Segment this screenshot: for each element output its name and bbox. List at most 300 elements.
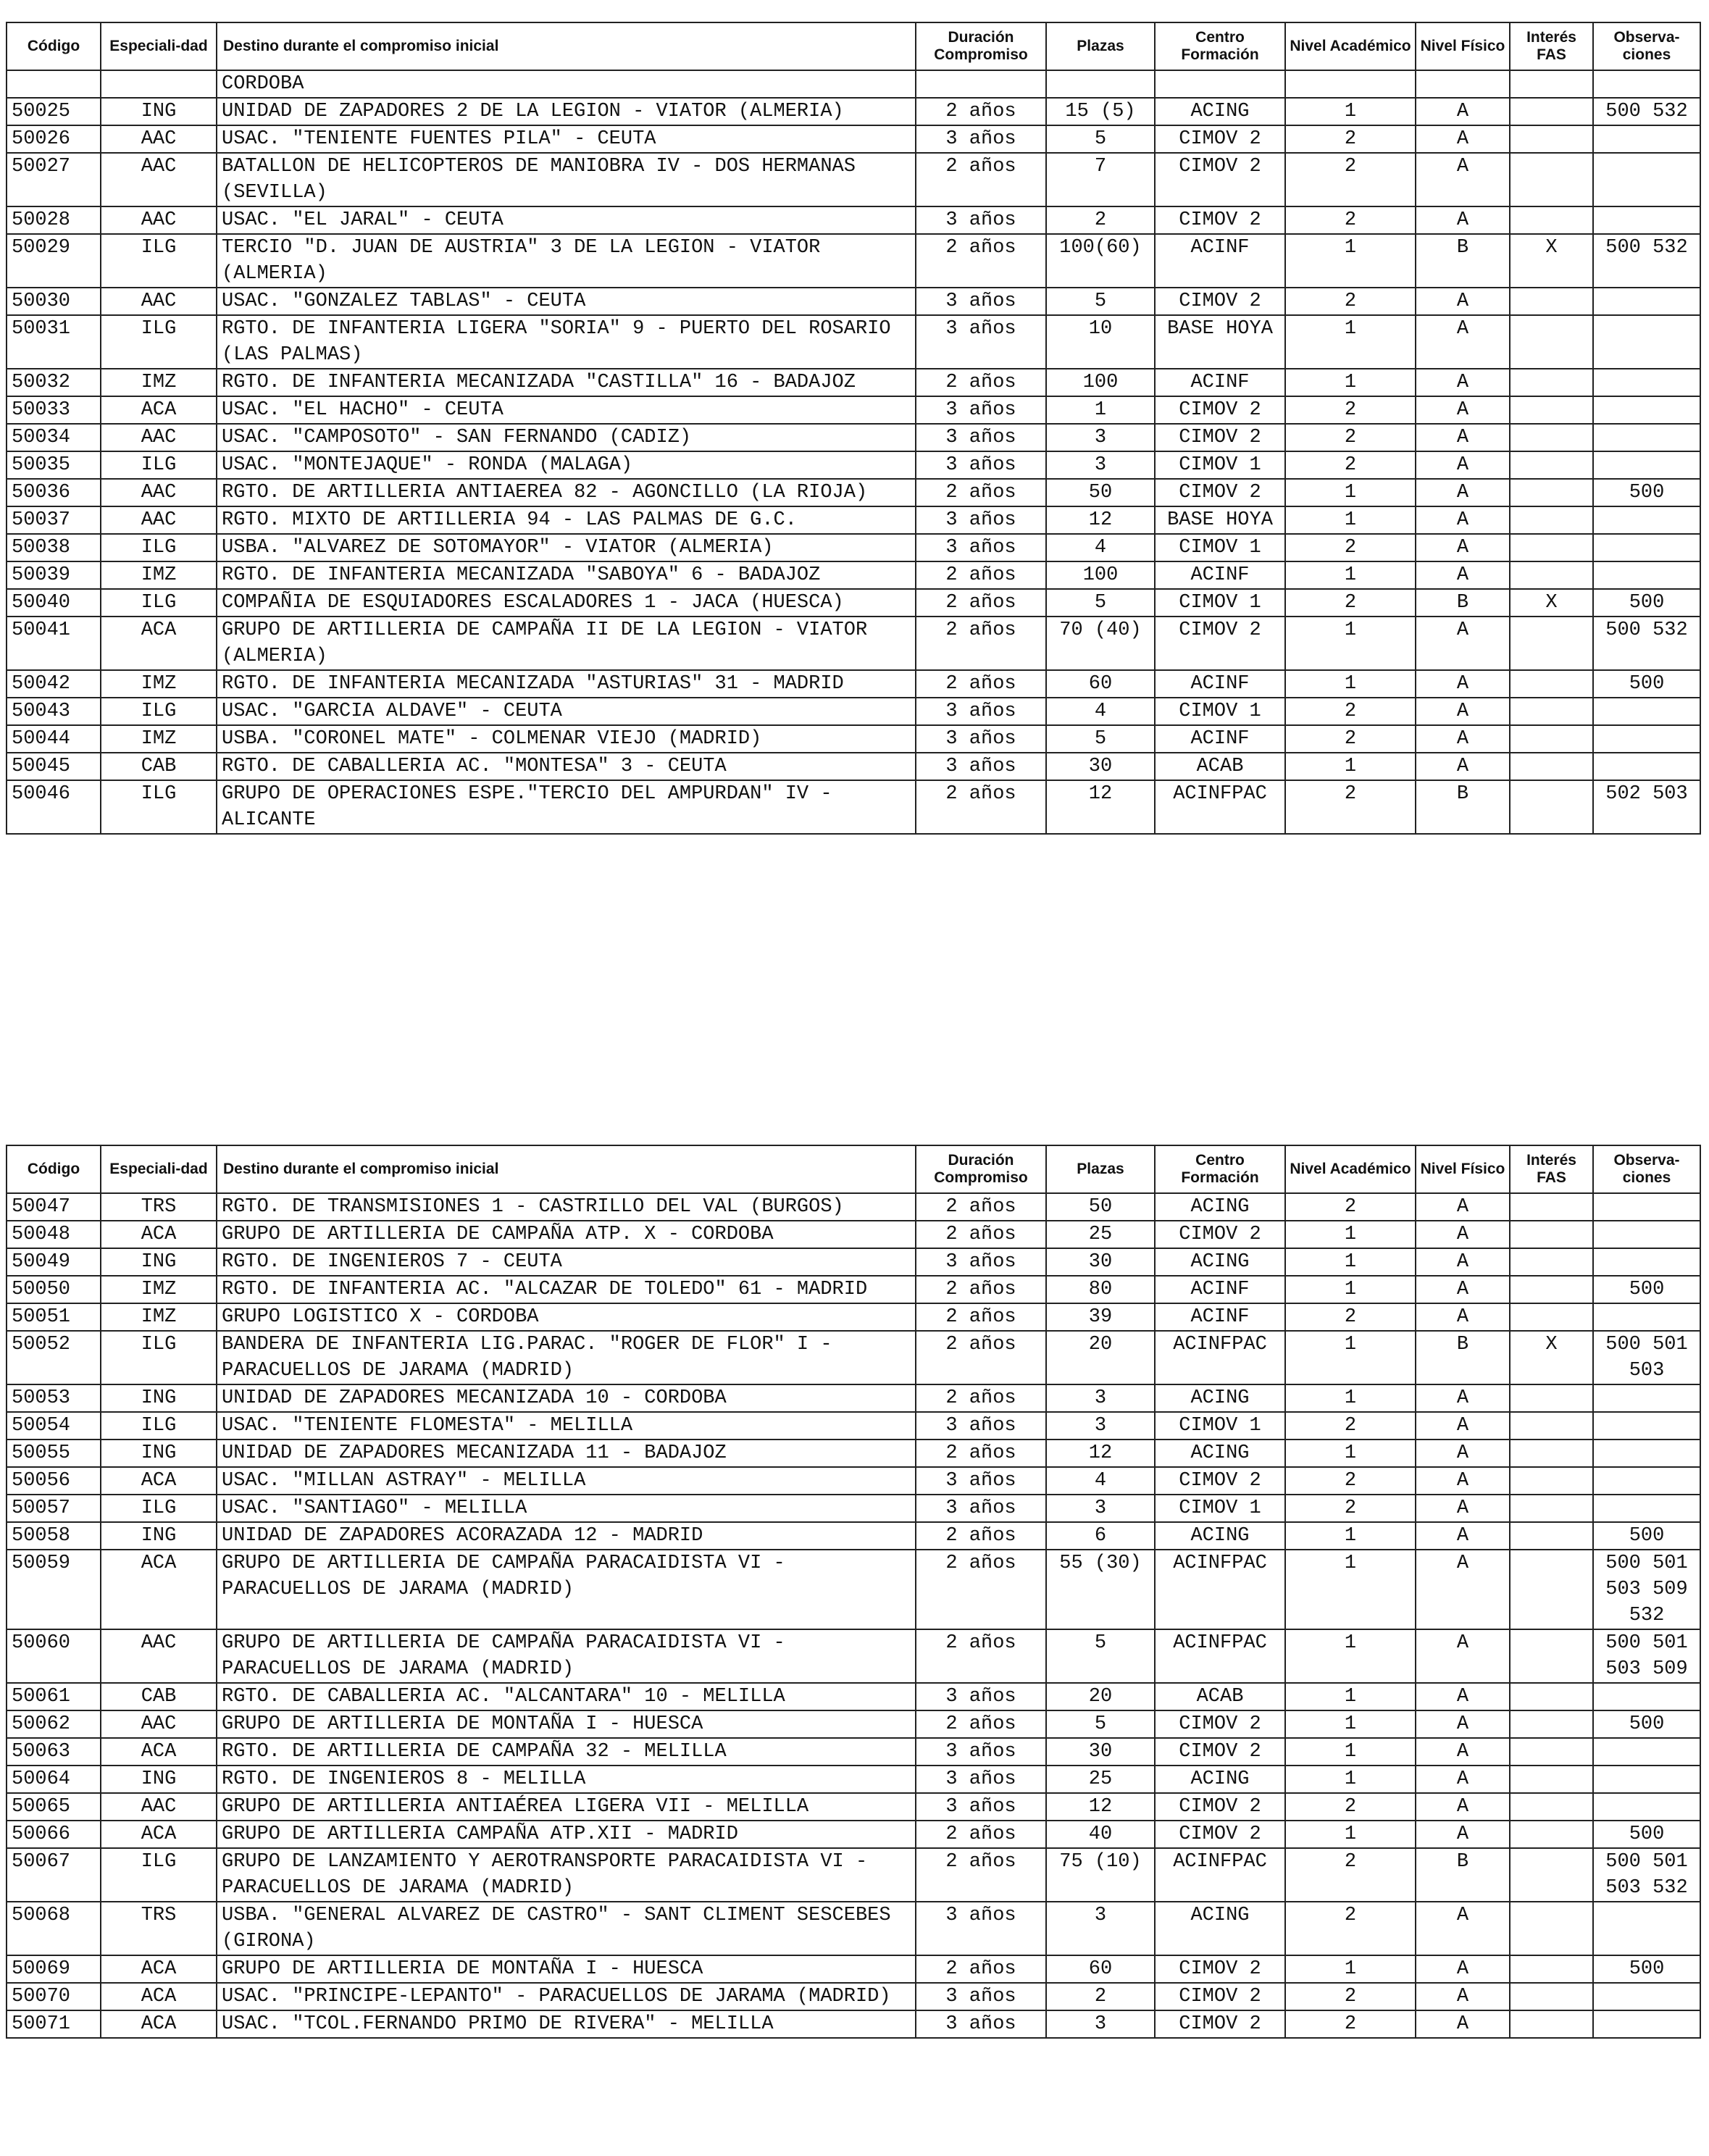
cell-observaciones (1593, 534, 1700, 561)
cell-destino: GRUPO DE ARTILLERIA DE MONTAÑA I - HUESCA (217, 1710, 916, 1738)
cell-plazas: 40 (1046, 1821, 1155, 1848)
cell-centro: ACING (1155, 1384, 1285, 1412)
cell-destino: RGTO. DE CABALLERIA AC. "MONTESA" 3 - CEUTA (217, 753, 916, 780)
cell-nivel-academico: 1 (1285, 315, 1416, 369)
table-row (7, 479, 1700, 506)
cell-nivel-fisico: A (1416, 369, 1510, 396)
cell-nivel-academico: 2 (1285, 1983, 1416, 2010)
cell-centro: CIMOV 2 (1155, 1221, 1285, 1248)
cell-nivel-fisico: A (1416, 1766, 1510, 1793)
cell-destino: USAC. "TENIENTE FLOMESTA" - MELILLA (217, 1412, 916, 1440)
cell-centro: ACING (1155, 1522, 1285, 1550)
cell-observaciones: 500 (1593, 589, 1700, 617)
cell-destino: USAC. "EL JARAL" - CEUTA (217, 206, 916, 234)
cell-duracion: 2 años (916, 1848, 1046, 1902)
cell-nivel-academico: 2 (1285, 1193, 1416, 1221)
cell-codigo: 50040 (7, 589, 101, 617)
cell-nivel-academico: 2 (1285, 1848, 1416, 1902)
cell-plazas: 15 (5) (1046, 98, 1155, 125)
cell-nivel-fisico: A (1416, 1683, 1510, 1710)
cell-duracion: 2 años (916, 1710, 1046, 1738)
cell-codigo: 50038 (7, 534, 101, 561)
cell-especialidad: ING (101, 1522, 217, 1550)
cell-centro: ACINFPAC (1155, 780, 1285, 834)
cell-observaciones (1593, 1440, 1700, 1467)
cell-centro: CIMOV 2 (1155, 153, 1285, 206)
cell-codigo: 50060 (7, 1629, 101, 1683)
cell-plazas: 12 (1046, 506, 1155, 534)
cell-plazas: 5 (1046, 1629, 1155, 1683)
cell-interes-fas (1510, 753, 1593, 780)
cell-observaciones (1593, 561, 1700, 589)
cell-destino: USAC. "MILLAN ASTRAY" - MELILLA (217, 1467, 916, 1495)
cell-codigo: 50055 (7, 1440, 101, 1467)
cell-codigo: 50067 (7, 1848, 101, 1902)
cell-nivel-fisico: A (1416, 1440, 1510, 1467)
cell-destino: GRUPO DE LANZAMIENTO Y AEROTRANSPORTE PARACAIDISTA VI - PARACUELLOS DE JARAMA (MADRID) (217, 1848, 916, 1902)
cell-observaciones (1593, 451, 1700, 479)
cell-nivel-academico: 2 (1285, 1303, 1416, 1331)
table-row (7, 369, 1700, 396)
cell-nivel-academico: 2 (1285, 206, 1416, 234)
cell-destino: COMPAÑIA DE ESQUIADORES ESCALADORES 1 - JACA (HUESCA) (217, 589, 916, 617)
cell-especialidad: ACA (101, 1983, 217, 2010)
table-row (7, 396, 1700, 424)
cell-nivel-fisico: A (1416, 1550, 1510, 1629)
cell-interes-fas (1510, 1276, 1593, 1303)
cell-codigo: 50026 (7, 125, 101, 153)
cell-duracion: 2 años (916, 617, 1046, 670)
col-especialidad: Especiali-dad (101, 22, 217, 70)
cell-observaciones (1593, 1683, 1700, 1710)
cell-duracion: 2 años (916, 1276, 1046, 1303)
cell-interes-fas (1510, 1683, 1593, 1710)
cell-codigo: 50043 (7, 698, 101, 725)
cell-centro: ACING (1155, 1193, 1285, 1221)
cell-duracion: 2 años (916, 780, 1046, 834)
cell-nivel-academico: 1 (1285, 1738, 1416, 1766)
cell-especialidad: IMZ (101, 1303, 217, 1331)
cell-nivel-fisico: A (1416, 2010, 1510, 2038)
cell-codigo: 50041 (7, 617, 101, 670)
cell-duracion: 3 años (916, 396, 1046, 424)
cell-observaciones: 500 (1593, 1522, 1700, 1550)
cell-codigo: 50056 (7, 1467, 101, 1495)
cell-codigo: 50071 (7, 2010, 101, 2038)
col-especialidad: Especiali-dad (101, 1145, 217, 1193)
col-interes-fas: Interés FAS (1510, 22, 1593, 70)
cell-especialidad: AAC (101, 506, 217, 534)
cell-especialidad: AAC (101, 1710, 217, 1738)
destinations-table-1 (6, 22, 1701, 835)
cell-duracion: 2 años (916, 234, 1046, 288)
cell-plazas: 6 (1046, 1522, 1155, 1550)
cell-centro: CIMOV 2 (1155, 1821, 1285, 1848)
cell-duracion: 3 años (916, 206, 1046, 234)
cell-nivel-academico: 2 (1285, 725, 1416, 753)
col-interes-fas: Interés FAS (1510, 1145, 1593, 1193)
cell-interes-fas (1510, 1793, 1593, 1821)
cell-plazas: 3 (1046, 1412, 1155, 1440)
cell-interes-fas (1510, 98, 1593, 125)
cell-centro: CIMOV 2 (1155, 479, 1285, 506)
cell-especialidad: ILG (101, 451, 217, 479)
cell-observaciones (1593, 1193, 1700, 1221)
cell-observaciones (1593, 1983, 1700, 2010)
table-header (7, 1145, 1700, 1193)
cell-interes-fas (1510, 1710, 1593, 1738)
cell-nivel-fisico: A (1416, 1248, 1510, 1276)
table-row (7, 506, 1700, 534)
cell-duracion: 2 años (916, 561, 1046, 589)
cell-centro: CIMOV 2 (1155, 1710, 1285, 1738)
cell-codigo: 50031 (7, 315, 101, 369)
cell-destino: USAC. "SANTIAGO" - MELILLA (217, 1495, 916, 1522)
cell-interes-fas (1510, 1467, 1593, 1495)
table-row (7, 1683, 1700, 1710)
cell-centro: ACINFPAC (1155, 1629, 1285, 1683)
cell-plazas: 3 (1046, 451, 1155, 479)
cell-centro: CIMOV 1 (1155, 534, 1285, 561)
cell-destino: RGTO. DE ARTILLERIA ANTIAEREA 82 - AGONCILLO (LA RIOJA) (217, 479, 916, 506)
table-row (7, 234, 1700, 288)
table-row (7, 698, 1700, 725)
cell-plazas: 39 (1046, 1303, 1155, 1331)
cell-destino: RGTO. DE TRANSMISIONES 1 - CASTRILLO DEL VAL (BURGOS) (217, 1193, 916, 1221)
cell-destino: GRUPO DE ARTILLERIA ANTIAÉREA LIGERA VII - MELILLA (217, 1793, 916, 1821)
cell-centro: CIMOV 2 (1155, 1738, 1285, 1766)
cell-centro: BASE HOYA (1155, 315, 1285, 369)
cell-nivel-fisico: A (1416, 1412, 1510, 1440)
cell-especialidad: IMZ (101, 369, 217, 396)
cell-plazas: 100 (1046, 369, 1155, 396)
cell-codigo: 50063 (7, 1738, 101, 1766)
cell-plazas: 5 (1046, 1710, 1155, 1738)
cell-interes-fas (1510, 288, 1593, 315)
cell-plazas: 3 (1046, 1495, 1155, 1522)
cell-codigo: 50035 (7, 451, 101, 479)
cell-nivel-fisico: B (1416, 1848, 1510, 1902)
cell-nivel-fisico: A (1416, 1710, 1510, 1738)
table-row (7, 125, 1700, 153)
cell-nivel-fisico: A (1416, 1629, 1510, 1683)
cell-especialidad: ACA (101, 1738, 217, 1766)
cell-duracion: 2 años (916, 1303, 1046, 1331)
cell-especialidad: TRS (101, 1902, 217, 1955)
cell-plazas: 5 (1046, 725, 1155, 753)
table-row (7, 206, 1700, 234)
cell-centro: CIMOV 2 (1155, 206, 1285, 234)
cell-nivel-fisico: A (1416, 725, 1510, 753)
cell-nivel-fisico: A (1416, 424, 1510, 451)
cell-nivel-fisico: A (1416, 125, 1510, 153)
cell-especialidad: ILG (101, 1495, 217, 1522)
col-plazas: Plazas (1046, 22, 1155, 70)
cell-duracion: 3 años (916, 451, 1046, 479)
cell-duracion: 3 años (916, 1495, 1046, 1522)
cell-centro: CIMOV 2 (1155, 1983, 1285, 2010)
cell-centro: ACINF (1155, 234, 1285, 288)
cell-nivel-academico: 1 (1285, 1384, 1416, 1412)
cell-nivel-academico: 1 (1285, 1710, 1416, 1738)
cell-observaciones (1593, 125, 1700, 153)
cell-nivel-fisico: A (1416, 1793, 1510, 1821)
col-duracion: Duración Compromiso (916, 1145, 1046, 1193)
cell-nivel-academico: 2 (1285, 534, 1416, 561)
cell-nivel-fisico: A (1416, 1495, 1510, 1522)
cell-nivel-academico: 2 (1285, 1412, 1416, 1440)
cell-destino: RGTO. DE INFANTERIA MECANIZADA "SABOYA" 6 - BADAJOZ (217, 561, 916, 589)
cell-codigo: 50029 (7, 234, 101, 288)
cell-centro: CIMOV 2 (1155, 1467, 1285, 1495)
cell-codigo: 50037 (7, 506, 101, 534)
cell-destino: GRUPO DE ARTILLERIA DE MONTAÑA I - HUESCA (217, 1955, 916, 1983)
cell-centro: CIMOV 2 (1155, 396, 1285, 424)
cell-destino: RGTO. DE ARTILLERIA DE CAMPAÑA 32 - MELILLA (217, 1738, 916, 1766)
col-destino: Destino durante el compromiso inicial (217, 22, 916, 70)
cell-interes-fas (1510, 617, 1593, 670)
cell-codigo: 50046 (7, 780, 101, 834)
cell-observaciones: 500 (1593, 479, 1700, 506)
table-row (7, 1221, 1700, 1248)
cell-nivel-academico: 1 (1285, 1629, 1416, 1683)
cell-nivel-fisico: A (1416, 153, 1510, 206)
cell-especialidad: ACA (101, 1821, 217, 1848)
cell-plazas: 3 (1046, 424, 1155, 451)
cell-centro: CIMOV 2 (1155, 1793, 1285, 1821)
cell-destino: USBA. "CORONEL MATE" - COLMENAR VIEJO (MADRID) (217, 725, 916, 753)
cell-codigo: 50032 (7, 369, 101, 396)
cell-nivel-fisico: A (1416, 1467, 1510, 1495)
cell-observaciones (1593, 1467, 1700, 1495)
cell-destino: USAC. "PRINCIPE-LEPANTO" - PARACUELLOS DE JARAMA (MADRID) (217, 1983, 916, 2010)
cell-especialidad: IMZ (101, 725, 217, 753)
cell-interes-fas (1510, 1821, 1593, 1848)
cell-nivel-fisico: A (1416, 451, 1510, 479)
table-row (7, 1629, 1700, 1683)
cell-codigo: 50064 (7, 1766, 101, 1793)
cell-centro: ACINF (1155, 561, 1285, 589)
cell-observaciones: 500 (1593, 1276, 1700, 1303)
cell-centro: CIMOV 1 (1155, 451, 1285, 479)
cell-interes-fas (1510, 424, 1593, 451)
cell-plazas: 80 (1046, 1276, 1155, 1303)
cell-nivel-fisico: B (1416, 234, 1510, 288)
table-row (7, 670, 1700, 698)
cell-interes-fas (1510, 534, 1593, 561)
cell-codigo: 50057 (7, 1495, 101, 1522)
cell-interes-fas (1510, 1902, 1593, 1955)
cell-plazas: 4 (1046, 698, 1155, 725)
cell-centro: CIMOV 2 (1155, 125, 1285, 153)
cell-duracion: 2 años (916, 1955, 1046, 1983)
col-observaciones: Observa-ciones (1593, 22, 1700, 70)
cell-nivel-academico: 2 (1285, 1793, 1416, 1821)
cell-centro: ACINF (1155, 725, 1285, 753)
cell-codigo: 50051 (7, 1303, 101, 1331)
cell-codigo: 50052 (7, 1331, 101, 1384)
cell-codigo: 50049 (7, 1248, 101, 1276)
cell-nivel-fisico: A (1416, 98, 1510, 125)
cell-codigo: 50033 (7, 396, 101, 424)
table-row (7, 1193, 1700, 1221)
cell-nivel-fisico: A (1416, 479, 1510, 506)
cell-interes-fas (1510, 369, 1593, 396)
cell-interes-fas (1510, 1384, 1593, 1412)
cell-interes-fas (1510, 1766, 1593, 1793)
cell-destino: USAC. "GARCIA ALDAVE" - CEUTA (217, 698, 916, 725)
cell-plazas: 25 (1046, 1766, 1155, 1793)
cell-interes-fas (1510, 1303, 1593, 1331)
cell-observaciones (1593, 506, 1700, 534)
cell-nivel-academico: 1 (1285, 1331, 1416, 1384)
cell-nivel-academico: 1 (1285, 617, 1416, 670)
cell-destino: GRUPO LOGISTICO X - CORDOBA (217, 1303, 916, 1331)
cell-centro: ACING (1155, 1766, 1285, 1793)
cell-centro: CIMOV 1 (1155, 1412, 1285, 1440)
table-row (7, 1248, 1700, 1276)
destinations-table-2 (6, 1145, 1701, 2039)
cell-duracion: 2 años (916, 1331, 1046, 1384)
cell-interes-fas (1510, 315, 1593, 369)
cell-nivel-academico: 2 (1285, 1902, 1416, 1955)
cell-observaciones (1593, 315, 1700, 369)
cell-nivel-academico: 2 (1285, 1495, 1416, 1522)
cell-especialidad: ILG (101, 1412, 217, 1440)
cell-centro: ACINFPAC (1155, 1550, 1285, 1629)
table-row (7, 1412, 1700, 1440)
cell-centro: ACINFPAC (1155, 1848, 1285, 1902)
cell-especialidad: AAC (101, 479, 217, 506)
cell-observaciones: 500 501 503 509 (1593, 1629, 1700, 1683)
cell-observaciones (1593, 1303, 1700, 1331)
cell-observaciones (1593, 153, 1700, 206)
cell-observaciones: 500 532 (1593, 617, 1700, 670)
cell-plazas: 4 (1046, 1467, 1155, 1495)
cell-plazas: 12 (1046, 1793, 1155, 1821)
cell-centro: CIMOV 1 (1155, 698, 1285, 725)
cell-plazas: 50 (1046, 1193, 1155, 1221)
table-row (7, 1983, 1700, 2010)
cell-nivel-academico: 2 (1285, 153, 1416, 206)
cell-interes-fas: X (1510, 1331, 1593, 1384)
cell-nivel-academico: 2 (1285, 698, 1416, 725)
cell-nivel-academico: 1 (1285, 1955, 1416, 1983)
cell-centro: BASE HOYA (1155, 506, 1285, 534)
cell-codigo: 50030 (7, 288, 101, 315)
cell-duracion: 3 años (916, 1248, 1046, 1276)
cell-nivel-academico: 1 (1285, 98, 1416, 125)
table-row (7, 1550, 1700, 1629)
cell-plazas: 70 (40) (1046, 617, 1155, 670)
table-row (7, 1848, 1700, 1902)
cell-plazas: 12 (1046, 780, 1155, 834)
table-row (7, 1495, 1700, 1522)
cell-observaciones: 500 501 503 509 532 (1593, 1550, 1700, 1629)
cell-plazas: 75 (10) (1046, 1848, 1155, 1902)
cell-interes-fas (1510, 1522, 1593, 1550)
cell-interes-fas (1510, 698, 1593, 725)
table-row (7, 1384, 1700, 1412)
cell-especialidad: ACA (101, 396, 217, 424)
cell-observaciones (1593, 1766, 1700, 1793)
table-row (7, 534, 1700, 561)
col-observaciones: Observa-ciones (1593, 1145, 1700, 1193)
cell-nivel-fisico: A (1416, 506, 1510, 534)
cell-plazas: 20 (1046, 1331, 1155, 1384)
cell-plazas: 5 (1046, 589, 1155, 617)
cell-codigo: 50066 (7, 1821, 101, 1848)
table-row (7, 98, 1700, 125)
cell-interes-fas (1510, 1495, 1593, 1522)
cell-nivel-academico: 2 (1285, 1467, 1416, 1495)
cell-duracion: 3 años (916, 1412, 1046, 1440)
cell-duracion: 2 años (916, 1384, 1046, 1412)
cell-observaciones: 500 532 (1593, 98, 1700, 125)
cell-codigo: 50054 (7, 1412, 101, 1440)
cell-nivel-academico: 1 (1285, 1522, 1416, 1550)
cell-nivel-academico: 1 (1285, 1440, 1416, 1467)
cell-nivel-fisico: A (1416, 396, 1510, 424)
cell-codigo: 50044 (7, 725, 101, 753)
cell-observaciones: 500 532 (1593, 234, 1700, 288)
cell-observaciones (1593, 369, 1700, 396)
table-row (7, 1902, 1700, 1955)
cell-observaciones (1593, 396, 1700, 424)
cell-codigo: 50070 (7, 1983, 101, 2010)
cell-destino: USAC. "TENIENTE FUENTES PILA" - CEUTA (217, 125, 916, 153)
col-centro: Centro Formación (1155, 22, 1285, 70)
cell-nivel-fisico: A (1416, 206, 1510, 234)
cell-nivel-fisico: A (1416, 1821, 1510, 1848)
cell-nivel-academico: 1 (1285, 479, 1416, 506)
cell-especialidad: ACA (101, 1467, 217, 1495)
cell-codigo: 50036 (7, 479, 101, 506)
cell-especialidad: AAC (101, 206, 217, 234)
cell-observaciones (1593, 1495, 1700, 1522)
cell-nivel-academico: 2 (1285, 780, 1416, 834)
col-codigo: Código (7, 1145, 101, 1193)
cell-nivel-fisico: A (1416, 561, 1510, 589)
cell-observaciones (1593, 1902, 1700, 1955)
cell-destino: USAC. "TCOL.FERNANDO PRIMO DE RIVERA" - MELILLA (217, 2010, 916, 2038)
cell-duracion: 3 años (916, 506, 1046, 534)
cell-duracion: 3 años (916, 753, 1046, 780)
cell-nivel-academico: 1 (1285, 1248, 1416, 1276)
cell-duracion: 3 años (916, 1902, 1046, 1955)
cell-centro: ACING (1155, 1902, 1285, 1955)
cell-codigo: 50039 (7, 561, 101, 589)
cell-especialidad: ILG (101, 315, 217, 369)
cell-interes-fas (1510, 506, 1593, 534)
cell-interes-fas (1510, 670, 1593, 698)
table-row (7, 1821, 1700, 1848)
cell-interes-fas (1510, 1193, 1593, 1221)
cell-nivel-fisico: A (1416, 1384, 1510, 1412)
cell-observaciones (1593, 288, 1700, 315)
cell-especialidad: IMZ (101, 561, 217, 589)
cell-especialidad: ING (101, 1384, 217, 1412)
cell-codigo: 50069 (7, 1955, 101, 1983)
cell-interes-fas (1510, 725, 1593, 753)
cell-destino: BATALLON DE HELICOPTEROS DE MANIOBRA IV - DOS HERMANAS (SEVILLA) (217, 153, 916, 206)
cell-plazas: 100 (1046, 561, 1155, 589)
cell-codigo: 50061 (7, 1683, 101, 1710)
cell-destino: RGTO. MIXTO DE ARTILLERIA 94 - LAS PALMAS DE G.C. (217, 506, 916, 534)
cell-interes-fas (1510, 1983, 1593, 2010)
table-row (7, 1738, 1700, 1766)
cell-destino: USAC. "CAMPOSOTO" - SAN FERNANDO (CADIZ) (217, 424, 916, 451)
